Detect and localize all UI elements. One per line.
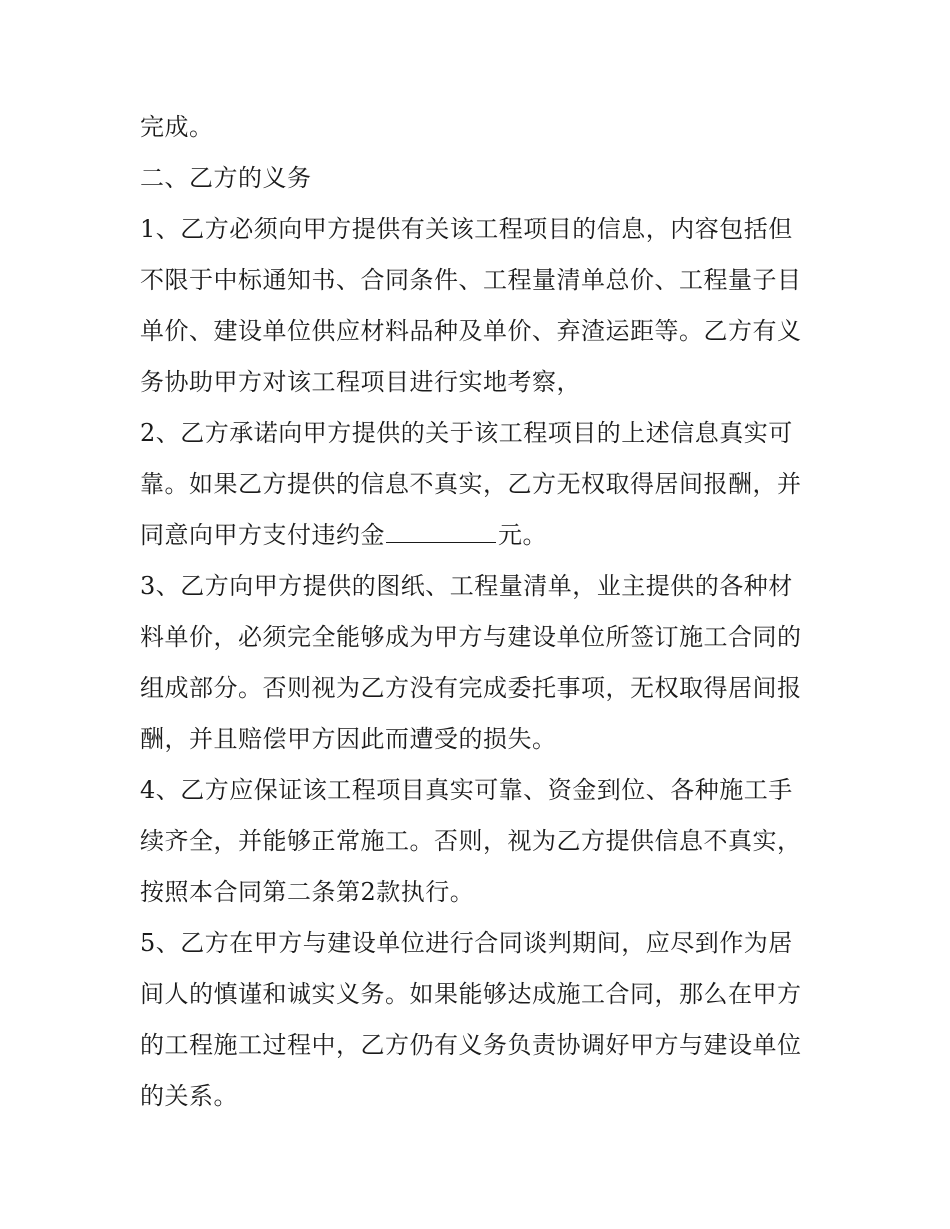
clause-4: 4、乙方应保证该工程项目真实可靠、资金到位、各种施工手续齐全，并能够正常施工。否则，视为乙方提供信息不真实，按照本合同第二条第2款执行。	[140, 776, 802, 906]
clause-2	[140, 408, 815, 561]
clause-1: 1、乙方必须向甲方提供有关该工程项目的信息，内容包括但不限于中标通知书、合同条件、工程量清单总价、工程量子目单价、建设单位供应材料品种及单价、弃渣运距等。乙方有义务协助甲方对该工程项目进行实地考察，	[140, 215, 802, 396]
clause-3: 3、乙方向甲方提供的图纸、工程量清单，业主提供的各种材料单价，必须完全能够成为甲方与建设单位所签订施工合同的组成部分。否则视为乙方没有完成委托事项，无权取得居间报酬，并且赔偿甲方因此而遭受的损失。	[140, 572, 802, 753]
clause-2-unit: 元。	[498, 521, 547, 549]
section-heading: 二、乙方的义务	[140, 164, 312, 192]
penalty-amount-blank	[386, 522, 496, 543]
clause-2-text: 2、乙方承诺向甲方提供的关于该工程项目的上述信息真实可靠。如果乙方提供的信息不真实，乙方无权取得居间报酬，并同意向甲方支付违约金	[140, 419, 802, 549]
document-body	[140, 102, 815, 1122]
clause-5: 5、乙方在甲方与建设单位进行合同谈判期间，应尽到作为居间人的慎谨和诚实义务。如果能够达成施工合同，那么在甲方的工程施工过程中，乙方仍有义务负责协调好甲方与建设单位的关系。	[140, 929, 802, 1110]
paragraph-continuation: 完成。	[140, 113, 214, 141]
